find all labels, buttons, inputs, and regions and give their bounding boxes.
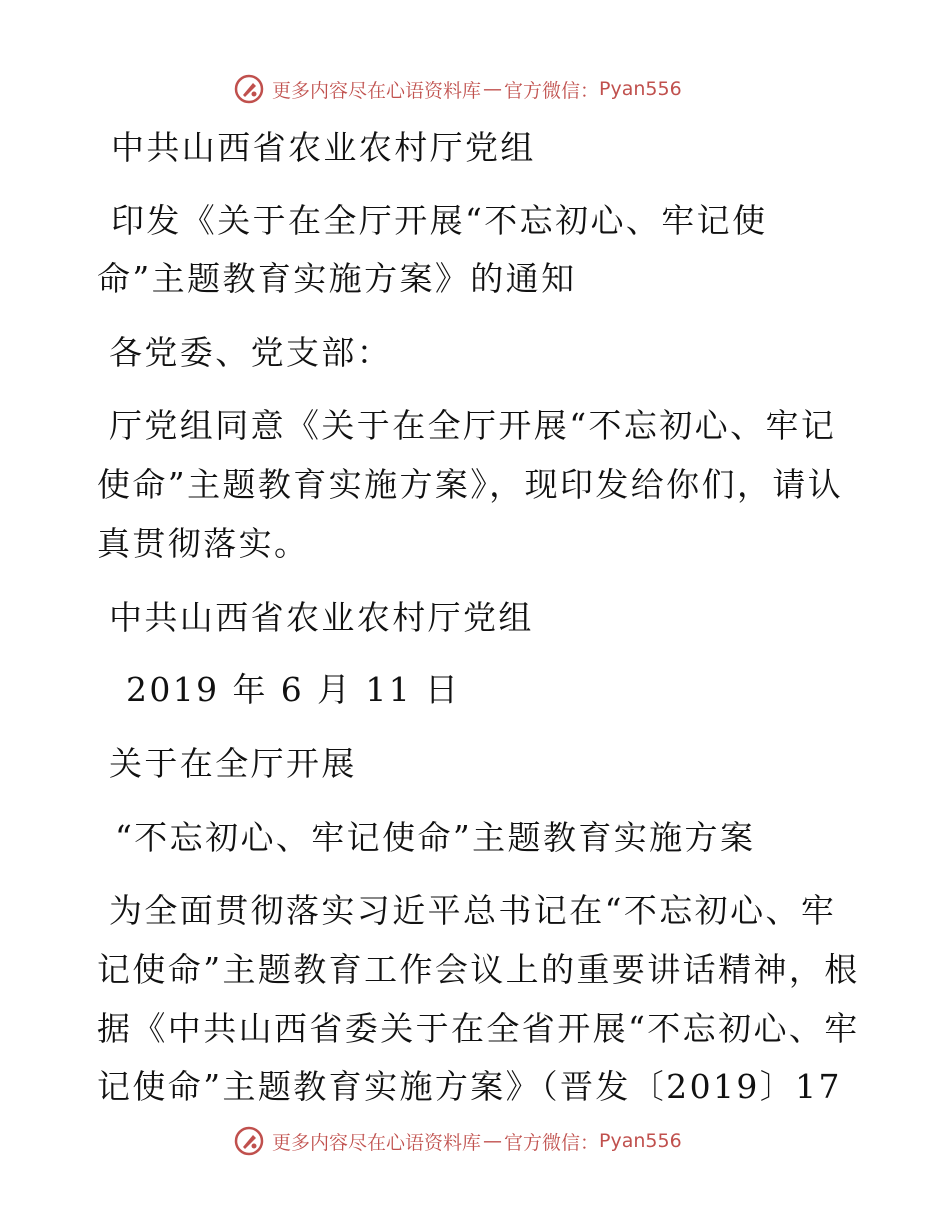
- watermark-wechat-id: Pyan556: [599, 78, 682, 100]
- doc-title-line-1: 印发《关于在全厅开展“不忘初心、牢记使: [111, 201, 768, 240]
- doc-date: 2019 年 6 月 11 日: [126, 670, 461, 709]
- watermark-site-text: 更多内容尽在心语资料库: [272, 1131, 482, 1154]
- watermark-wechat-label: 官方微信：: [504, 1131, 600, 1154]
- doc-body-line-1: 厅党组同意《关于在全厅开展“不忘初心、牢记: [109, 406, 837, 445]
- pen-nib-logo-icon: [234, 74, 264, 104]
- watermark-header: [234, 72, 682, 106]
- intro-line-3: 据《中共山西省委关于在全省开展“不忘初心、牢: [97, 1009, 860, 1048]
- intro-line-1: 为全面贯彻落实习近平总书记在“不忘初心、牢: [109, 891, 837, 930]
- intro-line-2: 记使命”主题教育工作会议上的重要讲话精神，根: [97, 950, 860, 989]
- watermark-dash: —: [483, 78, 503, 100]
- doc-body-line-3: 真贯彻落实。: [97, 524, 310, 563]
- plan-title-line-2: “不忘初心、牢记使命”主题教育实施方案: [115, 818, 756, 857]
- intro-line-4: 记使命”主题教育实施方案》（晋发〔2019〕17: [97, 1067, 842, 1106]
- watermark-site-text: 更多内容尽在心语资料库: [272, 79, 482, 102]
- doc-body-line-2: 使命”主题教育实施方案》，现印发给你们，请认: [97, 465, 844, 504]
- watermark-wechat-label: 官方微信：: [504, 79, 600, 102]
- watermark-wechat-id: Pyan556: [599, 1130, 682, 1152]
- doc-issuer: 中共山西省农业农村厅党组: [111, 128, 536, 167]
- doc-signature: 中共山西省农业农村厅党组: [109, 598, 534, 637]
- pen-nib-logo-icon: [234, 1126, 264, 1156]
- watermark-dash: —: [483, 1130, 503, 1152]
- doc-addressee: 各党委、党支部：: [109, 333, 393, 372]
- plan-title-line-1: 关于在全厅开展: [109, 744, 357, 783]
- doc-title-line-2: 命”主题教育实施方案》的通知: [97, 259, 577, 298]
- watermark-footer: [234, 1124, 682, 1158]
